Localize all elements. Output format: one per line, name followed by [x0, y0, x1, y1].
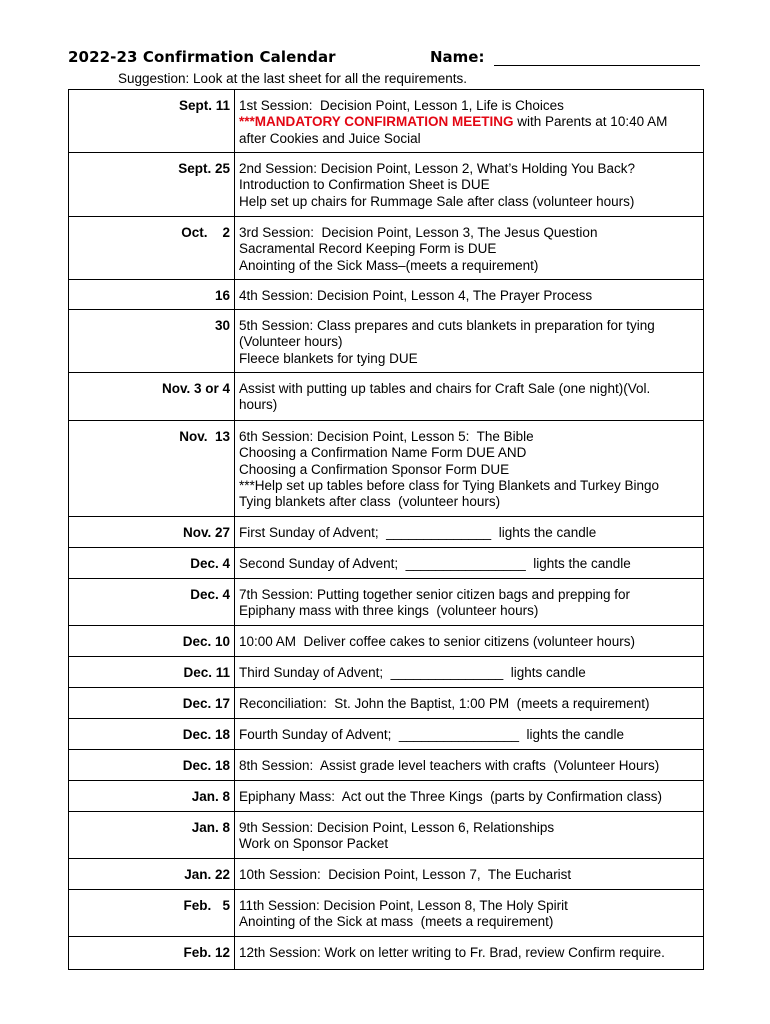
calendar-date: Dec. 4 [69, 548, 235, 579]
suggestion-text: Suggestion: Look at the last sheet for all the requirements. [118, 71, 467, 86]
page-title: 2022-23 Confirmation Calendar [68, 48, 336, 66]
calendar-date: Jan. 8 [69, 812, 235, 859]
name-label: Name: [430, 48, 485, 66]
calendar-date: Dec. 10 [69, 626, 235, 657]
description-line: 10:00 AM Deliver coffee cakes to senior citizens (volunteer hours) [239, 634, 635, 649]
calendar-date: Feb. 12 [69, 937, 235, 970]
description-line: Tying blankets after class (volunteer hours) [239, 494, 501, 510]
calendar-description [235, 719, 704, 750]
calendar-body [69, 90, 704, 970]
calendar-table [68, 89, 704, 970]
mandatory-meeting-detail: with Parents at 10:40 AM [513, 114, 668, 130]
calendar-date: Sept. 11 [69, 90, 235, 153]
calendar-date: 30 [69, 310, 235, 373]
calendar-row [69, 626, 704, 657]
calendar-row [69, 421, 704, 517]
description-line: Sacramental Record Keeping Form is DUE [239, 241, 497, 257]
calendar-date: Nov. 27 [69, 517, 235, 548]
calendar-description [235, 373, 704, 421]
description-line: Introduction to Confirmation Sheet is DUE [239, 177, 490, 193]
description-line: (Volunteer hours) [239, 334, 343, 350]
calendar-description [235, 626, 704, 657]
calendar-description [235, 750, 704, 781]
calendar-row [69, 859, 704, 890]
calendar-description [235, 217, 704, 280]
calendar-row [69, 373, 704, 421]
calendar-description [235, 890, 704, 937]
description-line: Assist with putting up tables and chairs for Craft Sale (one night)(Vol. [239, 381, 651, 396]
description-line: hours) [239, 397, 278, 413]
calendar-date: Jan. 8 [69, 781, 235, 812]
description-line: Work on Sponsor Packet [239, 836, 389, 852]
calendar-row [69, 280, 704, 310]
calendar-date: Sept. 25 [69, 153, 235, 217]
description-line: Fourth Sunday of Advent; ________________ lights the candle [239, 727, 625, 742]
calendar-date: Dec. 18 [69, 719, 235, 750]
calendar-row [69, 517, 704, 548]
calendar-date: Nov. 3 or 4 [69, 373, 235, 421]
calendar-description [235, 517, 704, 548]
calendar-row [69, 812, 704, 859]
calendar-row [69, 579, 704, 626]
calendar-description [235, 688, 704, 719]
description-line: 1st Session: Decision Point, Lesson 1, Life is Choices [239, 98, 564, 113]
calendar-date: Oct. 2 [69, 217, 235, 280]
calendar-row [69, 890, 704, 937]
calendar-date: Feb. 5 [69, 890, 235, 937]
description-line: Choosing a Confirmation Sponsor Form DUE [239, 461, 510, 477]
calendar-row [69, 937, 704, 970]
calendar-description [235, 153, 704, 217]
calendar-date: Dec. 11 [69, 657, 235, 688]
description-line: Epiphany Mass: Act out the Three Kings (parts by Confirmation class) [239, 789, 662, 804]
calendar-row [69, 90, 704, 153]
calendar-description [235, 937, 704, 970]
calendar-description [235, 90, 704, 153]
description-line: Epiphany mass with three kings (volunteer hours) [239, 603, 539, 619]
calendar-date: Nov. 13 [69, 421, 235, 517]
calendar-description [235, 859, 704, 890]
header [68, 48, 708, 72]
description-line: Anointing of the Sick at mass (meets a requirement) [239, 914, 554, 930]
description-line: 8th Session: Assist grade level teachers with crafts (Volunteer Hours) [239, 758, 660, 773]
calendar-description [235, 548, 704, 579]
calendar-row [69, 310, 704, 373]
description-line: 3rd Session: Decision Point, Lesson 3, The Jesus Question [239, 225, 598, 240]
description-line: Help set up chairs for Rummage Sale after class (volunteer hours) [239, 193, 635, 209]
description-line: 4th Session: Decision Point, Lesson 4, The Prayer Process [239, 288, 593, 303]
description-line: Reconciliation: St. John the Baptist, 1:00 PM (meets a requirement) [239, 696, 650, 711]
calendar-description [235, 280, 704, 310]
name-blank-line [494, 65, 700, 66]
mandatory-meeting-label: ***MANDATORY CONFIRMATION MEETING [239, 114, 514, 130]
calendar-date: Dec. 4 [69, 579, 235, 626]
description-line: ***Help set up tables before class for Tying Blankets and Turkey Bingo [239, 477, 659, 493]
calendar-row [69, 548, 704, 579]
calendar-description [235, 812, 704, 859]
calendar-description [235, 579, 704, 626]
description-line: after Cookies and Juice Social [239, 130, 421, 146]
calendar-date: Dec. 18 [69, 750, 235, 781]
calendar-row [69, 688, 704, 719]
description-line: 9th Session: Decision Point, Lesson 6, Relationships [239, 820, 555, 835]
description-line: Second Sunday of Advent; ________________ lights the candle [239, 556, 631, 571]
description-line: 11th Session: Decision Point, Lesson 8, The Holy Spirit [239, 898, 568, 913]
calendar-date: Jan. 22 [69, 859, 235, 890]
description-line: 6th Session: Decision Point, Lesson 5: The Bible [239, 429, 534, 444]
description-line: Fleece blankets for tying DUE [239, 350, 418, 366]
calendar-row [69, 657, 704, 688]
calendar-date: Dec. 17 [69, 688, 235, 719]
calendar-row [69, 153, 704, 217]
calendar-row [69, 719, 704, 750]
description-line: Third Sunday of Advent; _______________ lights candle [239, 665, 586, 680]
mandatory-meeting-line [239, 114, 697, 130]
calendar-description [235, 421, 704, 517]
description-line: Anointing of the Sick Mass–(meets a requirement) [239, 257, 539, 273]
calendar-row [69, 217, 704, 280]
calendar-description [235, 657, 704, 688]
description-line: 12th Session: Work on letter writing to Fr. Brad, review Confirm require. [239, 945, 665, 960]
calendar-description [235, 781, 704, 812]
description-line: First Sunday of Advent; ______________ lights the candle [239, 525, 597, 540]
description-line: 7th Session: Putting together senior citizen bags and prepping for [239, 587, 630, 602]
calendar-row [69, 750, 704, 781]
calendar-row [69, 781, 704, 812]
calendar-date: 16 [69, 280, 235, 310]
description-line: Choosing a Confirmation Name Form DUE AND [239, 445, 527, 461]
description-line: 10th Session: Decision Point, Lesson 7, The Eucharist [239, 867, 572, 882]
description-line: 5th Session: Class prepares and cuts blankets in preparation for tying [239, 318, 655, 333]
calendar-description [235, 310, 704, 373]
description-line: 2nd Session: Decision Point, Lesson 2, What’s Holding You Back? [239, 161, 635, 176]
